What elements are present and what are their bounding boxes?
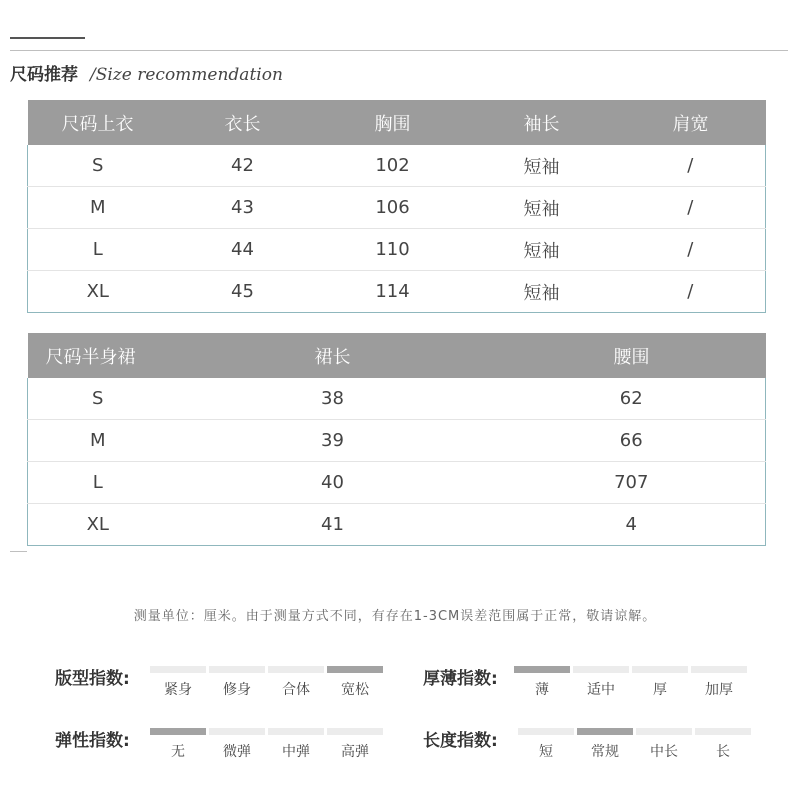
table-cell: 40 <box>168 462 498 504</box>
fit-index-segment <box>209 666 265 673</box>
table-cell: L <box>28 462 168 504</box>
thickness-index-option: 厚 <box>653 682 667 698</box>
table-row <box>28 187 766 229</box>
table-row <box>28 420 766 462</box>
thickness-index-segment <box>632 666 688 673</box>
table-cell: S <box>28 145 168 187</box>
table-row <box>28 271 766 313</box>
table-cell: 106 <box>318 187 468 229</box>
header-cell: 尺码半身裙 <box>28 333 168 378</box>
table-cell: 110 <box>318 229 468 271</box>
elasticity-index-segment-selected <box>150 728 206 735</box>
elasticity-index-segment <box>209 728 265 735</box>
header-divider <box>10 50 788 51</box>
table-cell: 66 <box>498 420 766 462</box>
fit-index-option: 合体 <box>282 682 310 698</box>
header-cell: 腰围 <box>498 333 766 378</box>
elasticity-index-option: 中弹 <box>282 744 310 760</box>
fit-index-segment-selected <box>327 666 383 673</box>
table-cell: / <box>687 281 694 302</box>
length-index-label: 长度指数: <box>423 731 498 751</box>
elasticity-index-segment <box>268 728 324 735</box>
table-cell: 39 <box>168 420 498 462</box>
thickness-index-label: 厚薄指数: <box>423 669 498 689</box>
thickness-index-option: 适中 <box>587 682 615 698</box>
skirt-size-table <box>27 333 766 546</box>
table-cell: XL <box>86 514 109 535</box>
table-cell: 短袖 <box>468 145 616 187</box>
table-cell: 4 <box>625 514 637 535</box>
elasticity-index-segment <box>327 728 383 735</box>
header-cell: 肩宽 <box>616 100 766 145</box>
fit-index-option: 紧身 <box>164 682 192 698</box>
table-cell: 45 <box>231 281 254 302</box>
table-cell: 707 <box>498 462 766 504</box>
title-en: /Size recommendation <box>90 65 283 85</box>
table-cell: / <box>616 145 766 187</box>
table-cell: M <box>28 187 168 229</box>
length-index-segment <box>636 728 692 735</box>
table-cell: 短袖 <box>468 187 616 229</box>
fit-index-label: 版型指数: <box>55 669 130 689</box>
length-index-segment-selected <box>577 728 633 735</box>
table-cell: / <box>616 187 766 229</box>
table-cell: M <box>28 420 168 462</box>
table-cell: 43 <box>168 187 318 229</box>
length-index-segment <box>518 728 574 735</box>
length-index-option: 长 <box>716 744 730 760</box>
table-cell: XL <box>86 281 109 302</box>
table-cell: 62 <box>498 378 766 420</box>
fit-index-segment <box>268 666 324 673</box>
table-row <box>28 504 766 546</box>
elasticity-index-option: 无 <box>171 744 185 760</box>
table-cell: 短袖 <box>468 229 616 271</box>
table-cell: 38 <box>168 378 498 420</box>
top-size-table <box>27 100 766 313</box>
thickness-index-option: 加厚 <box>705 682 733 698</box>
header-cell: 衣长 <box>168 100 318 145</box>
table-row <box>28 462 766 504</box>
table-stub-line <box>10 551 27 552</box>
fit-index-option: 宽松 <box>341 682 369 698</box>
table-cell: S <box>28 378 168 420</box>
table-cell: 102 <box>318 145 468 187</box>
length-index-option: 中长 <box>650 744 678 760</box>
thickness-index-segment-selected <box>514 666 570 673</box>
table-cell: / <box>616 229 766 271</box>
table-header-row <box>28 100 766 145</box>
header-cell: 尺码上衣 <box>28 100 168 145</box>
thickness-index-option: 薄 <box>535 682 549 698</box>
measurement-note: 测量单位：厘米。由于测量方式不同，有存在1-3CM误差范围属于正常，敬请谅解。 <box>133 609 657 624</box>
table-cell: 44 <box>168 229 318 271</box>
fit-index-segment <box>150 666 206 673</box>
section-title <box>10 60 283 85</box>
table-header-row <box>28 333 766 378</box>
elasticity-index-option: 高弹 <box>341 744 369 760</box>
length-index-option: 短 <box>539 744 553 760</box>
header-cell: 胸围 <box>318 100 468 145</box>
header-cell: 裙长 <box>168 333 498 378</box>
thickness-index-segment <box>691 666 747 673</box>
length-index-segment <box>695 728 751 735</box>
header-accent-line <box>10 37 85 39</box>
length-index-option: 常规 <box>591 744 619 760</box>
table-cell: 41 <box>321 514 344 535</box>
table-cell: L <box>28 229 168 271</box>
table-cell: 114 <box>375 281 410 302</box>
table-cell: 短袖 <box>523 282 560 304</box>
title-cn: 尺码推荐 <box>10 65 78 85</box>
header-cell: 袖长 <box>468 100 616 145</box>
table-row <box>28 145 766 187</box>
table-row <box>28 229 766 271</box>
elasticity-index-option: 微弹 <box>223 744 251 760</box>
thickness-index-segment <box>573 666 629 673</box>
table-cell: 42 <box>168 145 318 187</box>
fit-index-option: 修身 <box>223 682 251 698</box>
table-row <box>28 378 766 420</box>
elasticity-index-label: 弹性指数: <box>55 731 130 751</box>
